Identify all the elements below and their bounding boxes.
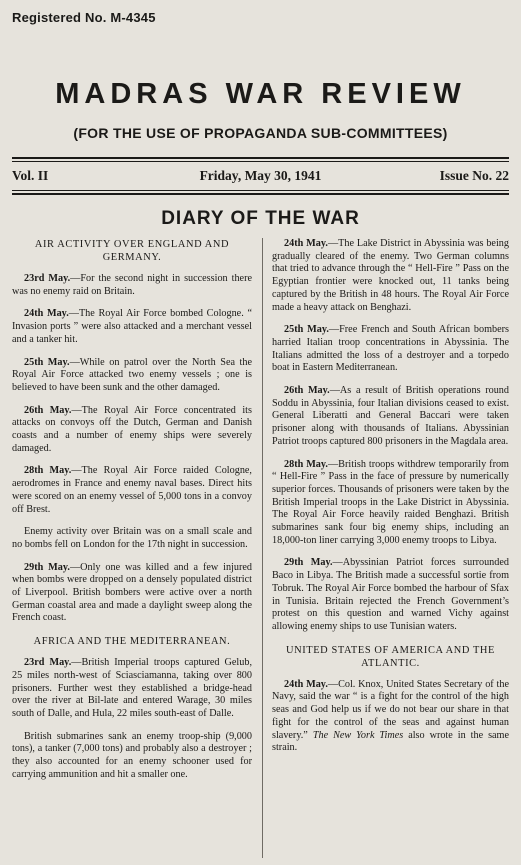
masthead-subtitle: (FOR THE USE OF PROPAGANDA SUB-COMMITTEES) bbox=[73, 125, 448, 141]
diary-entry bbox=[12, 465, 252, 516]
issue-rule-bottom bbox=[12, 193, 509, 195]
entry-text: —Abyssinian Patriot forces surrounded Baco in Libya. The British made a successful sortie from Tobruk. The Royal Air Force bombed the harbour of Sfax in Tunisia. Britain rejected the French Government’s protest on this question and warned Vichy against allowing enemy ships to use Tunisian waters. bbox=[272, 557, 509, 632]
diary-entry bbox=[12, 657, 252, 721]
diary-entry bbox=[272, 324, 509, 375]
column-divider bbox=[262, 238, 263, 858]
publication-name: The New York Times bbox=[312, 729, 404, 741]
entry-text: —Col. Knox, United States Secretary of the Navy, said the war “ is a fight for the control of the high seas and God help us if we do not bear our share in that fight for the control of the seas and against human slavery.” bbox=[272, 678, 509, 741]
section-heading-usa: UNITED STATES OF AMERICA AND THE ATLANTIC. bbox=[286, 644, 495, 669]
diary-entry bbox=[272, 679, 509, 755]
entry-date: 24th May. bbox=[284, 238, 328, 249]
issue-number: Issue No. 22 bbox=[439, 168, 509, 183]
volume-label: Vol. II bbox=[12, 168, 49, 183]
paragraph-enemy-activity: Enemy activity over Britain was on a small scale and no bombs fell on London for the 17th night in succession. bbox=[12, 526, 252, 550]
entry-date: 24th May. bbox=[284, 678, 328, 690]
entry-text: —The Royal Air Force bombed Cologne. “ Invasion ports ” were also attacked and a merchant vessel and a tanker hit. bbox=[12, 308, 252, 345]
diary-entry bbox=[272, 385, 509, 449]
section-heading-africa: AFRICA AND THE MEDITERRANEAN. bbox=[33, 636, 231, 648]
diary-entry bbox=[12, 562, 252, 626]
entry-text: —For the second night in succession there was no enemy raid on Britain. bbox=[12, 273, 252, 297]
entry-date: 28th May. bbox=[284, 458, 328, 470]
entry-date: 29th May. bbox=[284, 557, 333, 569]
entry-text-end: also wrote in the same strain. bbox=[272, 729, 510, 754]
entry-date: 23rd May. bbox=[24, 657, 72, 669]
left-column bbox=[12, 238, 252, 782]
entry-text: —The Royal Air Force raided Cologne, aerodromes in France and enemy naval bases. Direct hits were scored on an enemy vessel of 5,000 tons in a convoy off Brest. bbox=[12, 465, 252, 515]
diary-entry bbox=[12, 308, 252, 346]
entry-text: —The Lake District in Abyssinia was being gradually cleared of the enemy. Two German columns that tried to advance through the “ Hell-Fire ” Pass on the Egyptian frontier were knocked out, 11 tanks being captured by the British in 48 hours. The Royal Air Force made a heavy attack on Benghazi. bbox=[272, 238, 509, 313]
entry-text: —The Royal Air Force concentrated its attacks on convoys off the Dutch, German and Danish coasts and a number of enemy ships were severely damaged. bbox=[12, 404, 252, 454]
issue-date: Friday, May 30, 1941 bbox=[199, 168, 322, 183]
diary-entry bbox=[12, 273, 252, 298]
entry-date: 23rd May. bbox=[24, 273, 71, 284]
section-heading-air: AIR ACTIVITY OVER ENGLAND AND GERMANY. bbox=[34, 239, 230, 263]
entry-date: 26th May. bbox=[284, 385, 330, 397]
diary-entry bbox=[12, 405, 252, 456]
entry-date: 25th May. bbox=[24, 356, 70, 368]
registration-number: Registered No. M-4345 bbox=[12, 10, 156, 25]
diary-entry bbox=[272, 459, 509, 548]
masthead-title: MADRAS WAR REVIEW bbox=[55, 78, 466, 110]
entry-text: —While on patrol over the North Sea the Royal Air Force attacked two enemy vessels ; one is believed to have been sunk and the other damaged. bbox=[12, 356, 252, 393]
entry-text: —As a result of British operations round Soddu in Abyssinia, four Italian divisions ceased to exist. General Liberatti and General Baccari were taken prisoner along with thousands of Italians. Abyssinian Patriot troops captured 800 prisoners in the Magdala area. bbox=[272, 385, 509, 447]
entry-date: 26th May. bbox=[24, 404, 72, 416]
masthead-rule-top bbox=[12, 157, 509, 159]
entry-text: —British troops withdrew temporarily from “ Hell-Fire ” Pass in the face of pressure by numerically superior forces. Thousands of prisoners were taken by the British Imperial troops in the Lake District in Abyssinia. The Royal Air Force heavily raided Benghazi. British submarines sank four big enemy ships, including an 18,000-ton liner carrying 3,000 enemy troops to Libya. bbox=[272, 458, 509, 546]
entry-text: —British Imperial troops captured Gelub, 25 miles north-west of Sciasciamanna, taking over 800 prisoners. Further west they established a bridge-head over the river at Bil-late and entered Warage, 30 miles south of Dalle, and Hula, 22 miles south-east of Dalle. bbox=[12, 657, 252, 719]
entry-text: —Free French and South African bombers harried Italian troop concentrations in Abyssinia. The Italians admitted the loss of a destroyer and a torpedo boat in Eastern Mediterranean. bbox=[272, 324, 509, 374]
entry-text: —Only one was killed and a few injured when bombs were dropped on a densely populated district of Liverpool. British bombers were active over a north German coastal area and made a daylight sweep along the French coast. bbox=[12, 561, 252, 624]
right-column bbox=[272, 238, 509, 755]
diary-entry bbox=[272, 557, 509, 633]
entry-date: 25th May. bbox=[284, 324, 329, 336]
issue-rule-inner bbox=[12, 190, 509, 191]
diary-entry bbox=[12, 357, 252, 395]
entry-date: 28th May. bbox=[24, 465, 72, 477]
masthead-rule-top-inner bbox=[12, 161, 509, 162]
entry-date: 29th May. bbox=[24, 561, 70, 573]
diary-entry bbox=[272, 238, 509, 314]
section-title: DIARY OF THE WAR bbox=[161, 208, 360, 229]
paragraph-submarines: British submarines sank an enemy troop-ship (9,000 tons), a tanker (7,000 tons) and probably also a destroyer ; they also accounted for an enemy schooner used for carrying ammunition and hit a smaller one. bbox=[12, 730, 252, 780]
entry-date: 24th May. bbox=[24, 308, 69, 320]
